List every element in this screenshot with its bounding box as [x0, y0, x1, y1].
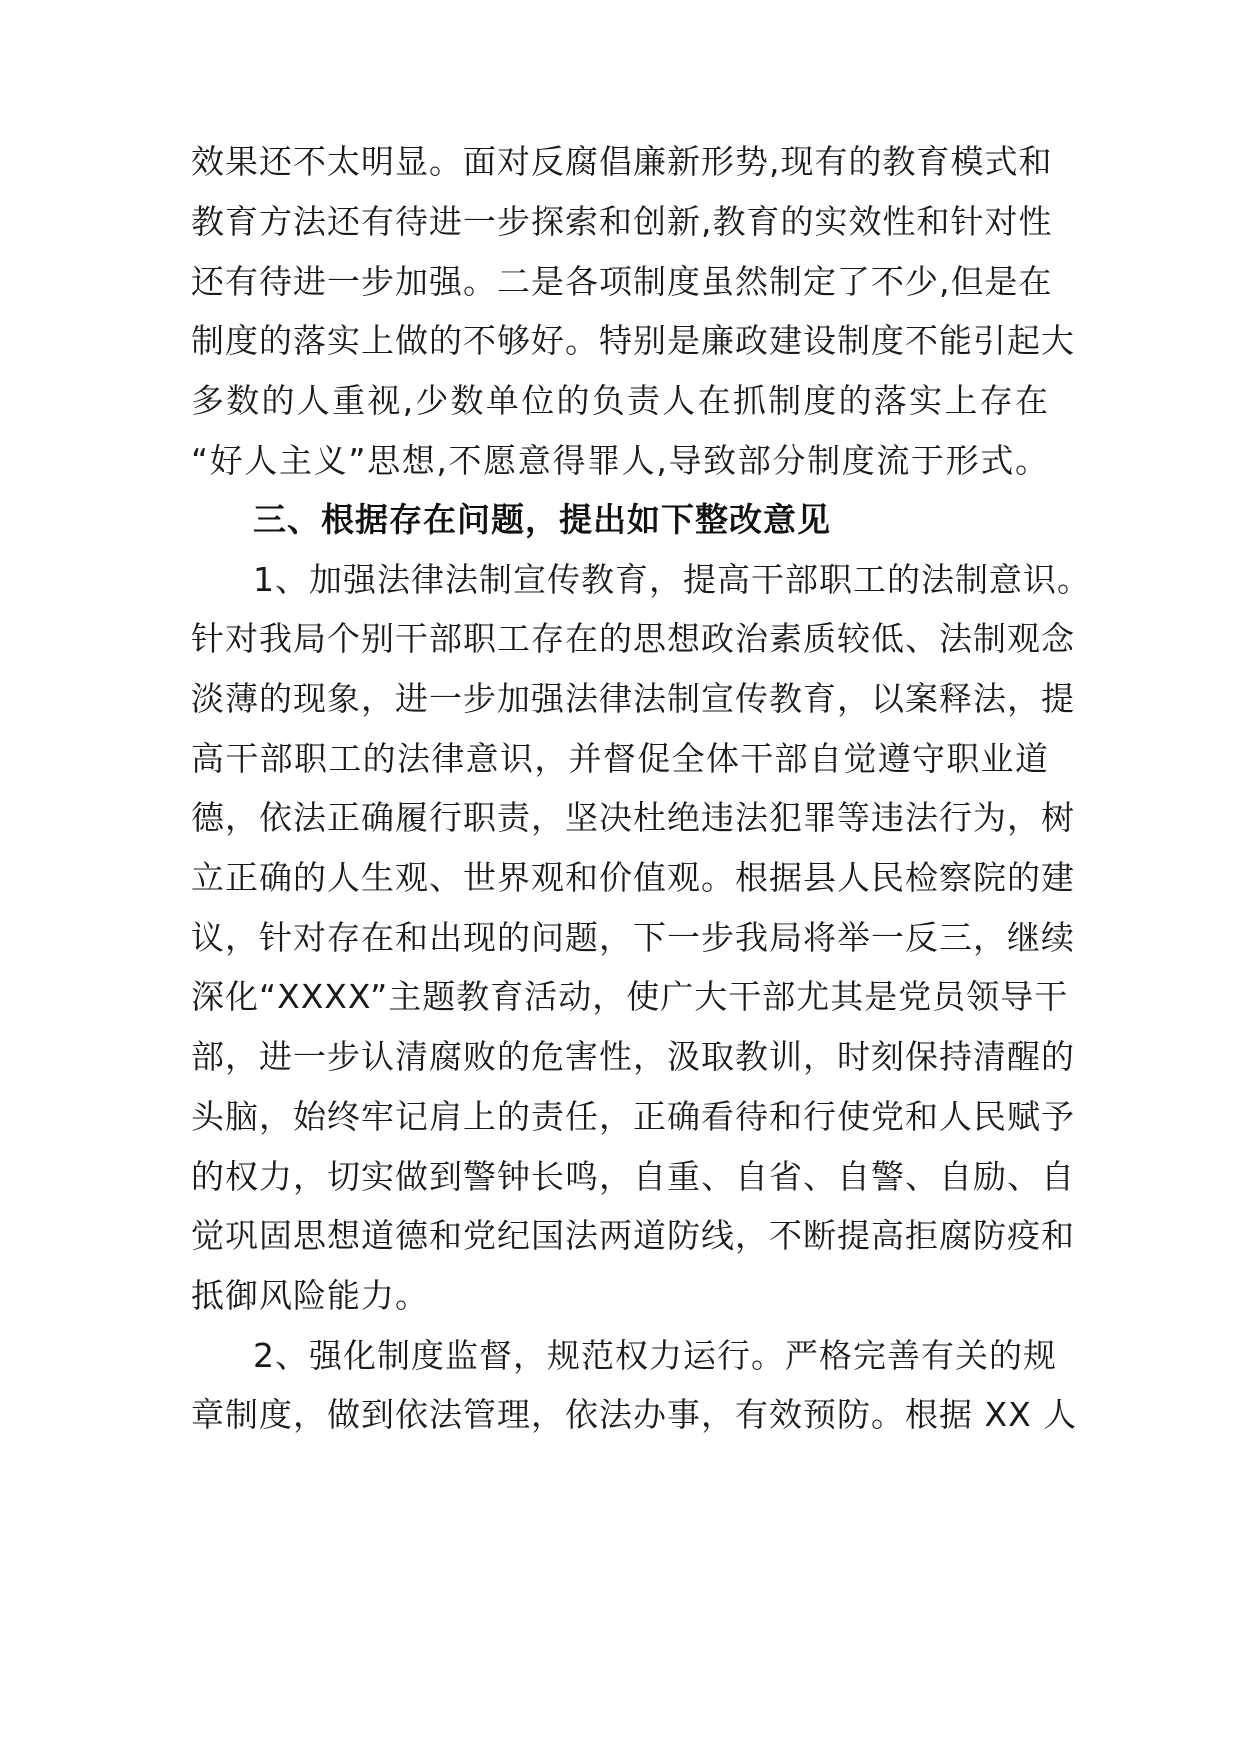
body-text-line: 德，依法正确履行职责，坚决杜绝违法犯罪等违法行为，树 [191, 798, 1075, 837]
body-text-line: 章制度，做到依法管理，依法办事，有效预防。根据 XX 人 [191, 1395, 1078, 1434]
body-text-line: 高干部职工的法律意识，并督促全体干部自觉遵守职业道 [191, 739, 1049, 778]
body-text-line: 淡薄的现象，进一步加强法律法制宣传教育，以案释法，提 [191, 679, 1075, 718]
body-text-line: 多数的人重视,少数单位的负责人在抓制度的落实上存在 [191, 381, 1049, 420]
body-text-line: 头脑，始终牢记肩上的责任，正确看待和行使党和人民赋予 [191, 1097, 1075, 1136]
paragraph-first-line: 2、强化制度监督，规范权力运行。严格完善有关的规 [253, 1336, 1057, 1375]
body-text-line: “好人主义”思想,不愿意得罪人,导致部分制度流于形式。 [191, 441, 1049, 480]
paragraph-first-line: 1、加强法律法制宣传教育，提高干部职工的法制意识。 [253, 560, 1091, 599]
body-text-line: 议，针对存在和出现的问题，下一步我局将举一反三，继续 [191, 918, 1075, 957]
body-text-line: 深化“XXXX”主题教育活动，使广大干部尤其是党员领导干 [191, 977, 1069, 1016]
body-text-line: 制度的落实上做的不够好。特别是廉政建设制度不能引起大 [191, 321, 1075, 360]
body-text-line: 针对我局个别干部职工存在的思想政治素质较低、法制观念 [191, 619, 1075, 658]
paragraph-last-line: 抵御风险能力。 [191, 1276, 429, 1315]
section-heading: 三、根据存在问题，提出如下整改意见 [253, 500, 831, 539]
body-text-line: 教育方法还有待进一步探索和创新,教育的实效性和针对性 [191, 202, 1053, 241]
body-text-line: 觉巩固思想道德和党纪国法两道防线，不断提高拒腐防疫和 [191, 1216, 1075, 1255]
body-text-line: 的权力，切实做到警钟长鸣，自重、自省、自警、自励、自 [191, 1157, 1075, 1196]
body-text-line: 立正确的人生观、世界观和价值观。根据县人民检察院的建 [191, 858, 1075, 897]
body-text-line: 效果还不太明显。面对反腐倡廉新形势,现有的教育模式和 [191, 142, 1053, 181]
body-text-line: 部，进一步认清腐败的危害性，汲取教训，时刻保持清醒的 [191, 1037, 1075, 1076]
body-text-line: 还有待进一步加强。二是各项制度虽然制定了不少,但是在 [191, 262, 1053, 301]
